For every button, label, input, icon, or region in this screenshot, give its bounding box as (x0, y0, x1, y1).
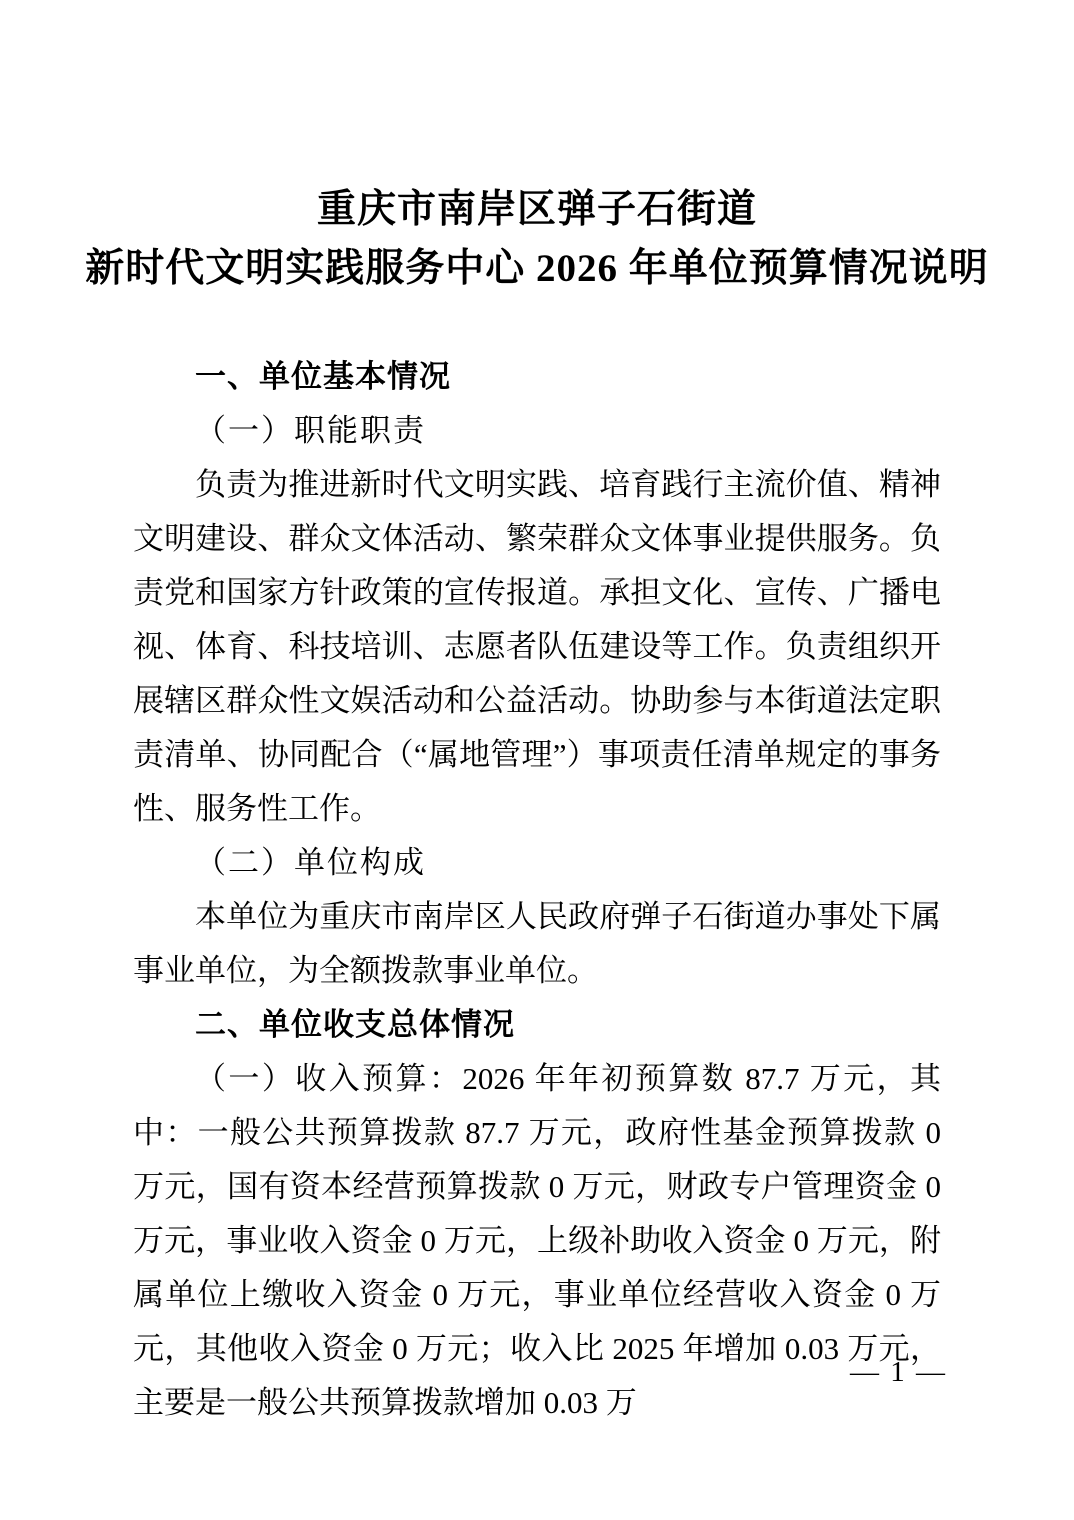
section-2-heading: 二、单位收支总体情况 (195, 1007, 515, 1042)
page-number: — 1 — (850, 1356, 947, 1388)
document-body (133, 350, 941, 1430)
section-1-sub-2-paragraph: 本单位为重庆市南岸区人民政府弹子石街道办事处下属事业单位，为全额拨款事业单位。 (133, 899, 941, 988)
title-line-1: 重庆市南岸区弹子石街道 (316, 188, 757, 231)
title-line-2: 新时代文明实践服务中心 2026 年单位预算情况说明 (85, 247, 989, 290)
document-title (70, 0, 1004, 298)
section-1-sub-1-paragraph: 负责为推进新时代文明实践、培育践行主流价值、精神文明建设、群众文体活动、繁荣群众文体事业提供服务。负责党和国家方针政策的宣传报道。承担文化、宣传、广播电视、体育、科技培训、志愿者队伍建设等工作。负责组织开展辖区群众性文娱活动和公益活动。协助参与本街道法定职责清单、协同配合（“属地管理”）事项责任清单规定的事务性、服务性工作。 (133, 467, 941, 826)
section-2-paragraph-1: （一）收入预算：2026 年年初预算数 87.7 万元，其中：一般公共预算拨款 87.7 万元，政府性基金预算拨款 0 万元，国有资本经营预算拨款 0 万元，财政专户管理资金 0 万元，事业收入资金 0 万元，上级补助收入资金 0 万元，附属单位上缴收入资金 0 万元，事业单位经营收入资金 0 万元，其他收入资金 0 万元；收入比 2025 年增加 0.03 万元，主要是一般公共预算拨款增加 0.03 万 (133, 1061, 941, 1420)
section-1-sub-2-heading: （二）单位构成 (195, 845, 426, 880)
section-1-heading: 一、单位基本情况 (195, 359, 451, 394)
section-1-sub-1-heading: （一）职能职责 (195, 413, 426, 448)
